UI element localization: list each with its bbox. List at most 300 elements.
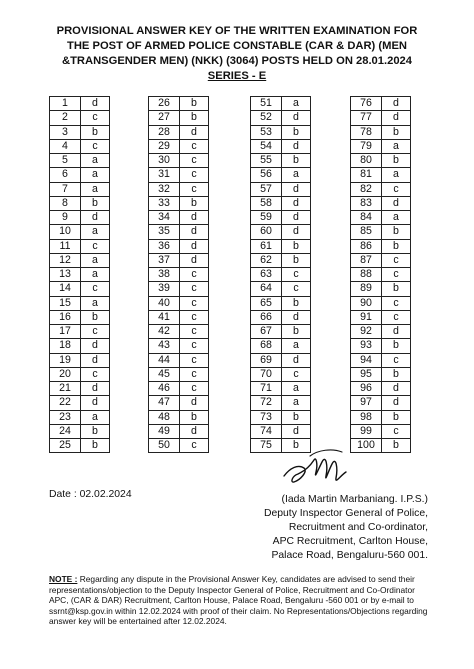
question-number: 9 <box>50 211 81 225</box>
answer-row <box>251 111 311 125</box>
question-number: 10 <box>50 225 81 239</box>
answer-row <box>50 282 110 296</box>
title-line-2: THE POST OF ARMED POLICE CONSTABLE (CAR & DAR) (MEN <box>67 40 407 52</box>
signatory-address-1: APC Recruitment, Carlton House, <box>272 536 428 547</box>
question-number: 58 <box>251 196 282 210</box>
question-number: 91 <box>351 310 382 324</box>
answer-row <box>50 125 110 139</box>
question-number: 65 <box>251 296 282 310</box>
answer-row <box>351 310 411 324</box>
question-number: 87 <box>351 253 382 267</box>
question-number: 59 <box>251 211 282 225</box>
answer-row <box>149 211 209 225</box>
title-line-3: &TRANSGENDER MEN) (NKK) (3064) POSTS HELD ON 28.01.2024 <box>62 55 412 67</box>
question-number: 1 <box>50 97 81 111</box>
question-number: 67 <box>251 325 282 339</box>
answer-option: b <box>282 154 311 168</box>
answer-option: b <box>282 325 311 339</box>
answer-option: c <box>180 182 209 196</box>
question-number: 14 <box>50 282 81 296</box>
question-number: 19 <box>50 353 81 367</box>
question-number: 28 <box>149 125 180 139</box>
answer-row <box>149 396 209 410</box>
answer-row <box>149 296 209 310</box>
answer-option: d <box>81 382 110 396</box>
answer-option: c <box>180 296 209 310</box>
answer-row <box>50 168 110 182</box>
answer-option: a <box>81 154 110 168</box>
answer-option: d <box>180 396 209 410</box>
answer-option: d <box>282 182 311 196</box>
answer-option: c <box>282 282 311 296</box>
signatory-role: Recruitment and Co-ordinator, <box>288 522 428 533</box>
answer-option: c <box>382 424 411 438</box>
answer-row <box>351 139 411 153</box>
question-number: 6 <box>50 168 81 182</box>
answer-row <box>351 325 411 339</box>
question-number: 61 <box>251 239 282 253</box>
answer-row <box>149 439 209 453</box>
question-number: 7 <box>50 182 81 196</box>
answer-option: b <box>282 410 311 424</box>
answer-option: b <box>81 196 110 210</box>
answer-row <box>351 382 411 396</box>
question-number: 25 <box>50 439 81 453</box>
question-number: 60 <box>251 225 282 239</box>
document-title <box>30 24 444 84</box>
question-number: 29 <box>149 139 180 153</box>
answer-row <box>149 424 209 438</box>
answer-option: a <box>382 211 411 225</box>
answer-option: b <box>81 424 110 438</box>
answer-row <box>351 196 411 210</box>
question-number: 78 <box>351 125 382 139</box>
answer-option: b <box>382 339 411 353</box>
answer-option: d <box>180 424 209 438</box>
answer-row <box>251 339 311 353</box>
answer-row <box>351 239 411 253</box>
answer-option: c <box>382 182 411 196</box>
answer-option: b <box>382 367 411 381</box>
question-number: 84 <box>351 211 382 225</box>
question-number: 68 <box>251 339 282 353</box>
answer-row <box>149 253 209 267</box>
title-line-1: PROVISIONAL ANSWER KEY OF THE WRITTEN EXAMINATION FOR <box>56 25 418 37</box>
answer-option: d <box>382 196 411 210</box>
answer-option: b <box>81 125 110 139</box>
question-number: 88 <box>351 268 382 282</box>
question-number: 83 <box>351 196 382 210</box>
answer-option: c <box>81 139 110 153</box>
question-number: 79 <box>351 139 382 153</box>
question-number: 42 <box>149 325 180 339</box>
answer-row <box>149 268 209 282</box>
answer-option: c <box>180 268 209 282</box>
answer-option: b <box>282 125 311 139</box>
answer-row <box>50 382 110 396</box>
answer-row <box>251 154 311 168</box>
question-number: 48 <box>149 410 180 424</box>
answer-option: a <box>81 410 110 424</box>
answer-row <box>351 111 411 125</box>
answer-row <box>251 225 311 239</box>
answer-row <box>149 310 209 324</box>
question-number: 55 <box>251 154 282 168</box>
answer-row <box>351 125 411 139</box>
answer-row <box>50 296 110 310</box>
answer-option: c <box>180 154 209 168</box>
answer-row <box>351 396 411 410</box>
answer-option: c <box>382 253 411 267</box>
question-number: 33 <box>149 196 180 210</box>
answer-option: c <box>180 310 209 324</box>
answer-option: d <box>180 239 209 253</box>
question-number: 13 <box>50 268 81 282</box>
answer-option: b <box>382 125 411 139</box>
answer-option: c <box>382 296 411 310</box>
answer-option: c <box>382 268 411 282</box>
answer-option: a <box>81 225 110 239</box>
question-number: 26 <box>149 97 180 111</box>
answer-row <box>149 410 209 424</box>
answer-row <box>149 225 209 239</box>
answer-option: c <box>382 310 411 324</box>
answer-option: c <box>81 325 110 339</box>
answer-option: c <box>180 339 209 353</box>
answer-option: c <box>282 367 311 381</box>
question-number: 36 <box>149 239 180 253</box>
question-number: 37 <box>149 253 180 267</box>
answer-option: c <box>180 382 209 396</box>
answer-option: c <box>180 139 209 153</box>
note-paragraph <box>49 574 429 627</box>
handwritten-signature <box>280 446 370 494</box>
answer-option: b <box>382 410 411 424</box>
answer-row <box>149 125 209 139</box>
answer-row <box>149 154 209 168</box>
question-number: 35 <box>149 225 180 239</box>
answer-row <box>251 211 311 225</box>
question-number: 69 <box>251 353 282 367</box>
question-number: 82 <box>351 182 382 196</box>
series-label: SERIES - E <box>207 70 267 82</box>
answer-row <box>149 282 209 296</box>
question-number: 64 <box>251 282 282 296</box>
document-date: Date : 02.02.2024 <box>49 489 132 500</box>
question-number: 100 <box>351 439 382 453</box>
answer-option: d <box>382 325 411 339</box>
answer-row <box>251 410 311 424</box>
question-number: 90 <box>351 296 382 310</box>
question-number: 92 <box>351 325 382 339</box>
answer-row <box>149 239 209 253</box>
question-number: 32 <box>149 182 180 196</box>
question-number: 11 <box>50 239 81 253</box>
question-number: 5 <box>50 154 81 168</box>
answer-table-column-4 <box>350 96 411 453</box>
answer-option: b <box>81 310 110 324</box>
question-number: 89 <box>351 282 382 296</box>
answer-row <box>251 239 311 253</box>
answer-row <box>50 211 110 225</box>
answer-option: a <box>81 253 110 267</box>
answer-row <box>251 282 311 296</box>
answer-row <box>50 139 110 153</box>
answer-row <box>50 268 110 282</box>
question-number: 44 <box>149 353 180 367</box>
answer-row <box>251 353 311 367</box>
signatory-name: (Iada Martin Marbaniang. I.P.S.) <box>281 494 428 505</box>
answer-row <box>50 353 110 367</box>
question-number: 22 <box>50 396 81 410</box>
answer-row <box>50 367 110 381</box>
answer-option: c <box>180 353 209 367</box>
question-number: 52 <box>251 111 282 125</box>
question-number: 72 <box>251 396 282 410</box>
answer-option: c <box>81 111 110 125</box>
answer-option: d <box>81 339 110 353</box>
answer-row <box>351 168 411 182</box>
answer-option: d <box>282 196 311 210</box>
answer-row <box>351 339 411 353</box>
question-number: 98 <box>351 410 382 424</box>
answer-option: d <box>382 111 411 125</box>
answer-option: c <box>81 367 110 381</box>
answer-row <box>50 410 110 424</box>
answer-row <box>149 353 209 367</box>
answer-option: d <box>180 211 209 225</box>
question-number: 63 <box>251 268 282 282</box>
answer-option: d <box>282 353 311 367</box>
question-number: 47 <box>149 396 180 410</box>
question-number: 34 <box>149 211 180 225</box>
answer-option: b <box>180 196 209 210</box>
answer-row <box>50 196 110 210</box>
answer-row <box>351 353 411 367</box>
answer-table-column-2 <box>148 96 209 453</box>
answer-option: d <box>180 225 209 239</box>
answer-option: d <box>81 211 110 225</box>
answer-row <box>149 111 209 125</box>
answer-row <box>50 239 110 253</box>
note-label: NOTE : <box>49 574 78 584</box>
answer-option: a <box>282 396 311 410</box>
answer-option: c <box>382 353 411 367</box>
answer-option: d <box>282 139 311 153</box>
question-number: 39 <box>149 282 180 296</box>
answer-row <box>149 139 209 153</box>
answer-row <box>251 296 311 310</box>
answer-row <box>251 396 311 410</box>
answer-row <box>251 268 311 282</box>
answer-row <box>351 154 411 168</box>
answer-option: b <box>81 439 110 453</box>
answer-row <box>351 211 411 225</box>
question-number: 74 <box>251 424 282 438</box>
question-number: 95 <box>351 367 382 381</box>
answer-option: a <box>382 168 411 182</box>
answer-option: d <box>282 211 311 225</box>
question-number: 80 <box>351 154 382 168</box>
answer-option: d <box>81 396 110 410</box>
answer-option: a <box>81 296 110 310</box>
answer-row <box>351 410 411 424</box>
answer-option: c <box>81 239 110 253</box>
question-number: 86 <box>351 239 382 253</box>
answer-option: b <box>282 253 311 267</box>
answer-row <box>351 182 411 196</box>
answer-row <box>149 168 209 182</box>
question-number: 62 <box>251 253 282 267</box>
question-number: 20 <box>50 367 81 381</box>
answer-option: a <box>282 339 311 353</box>
signatory-designation: Deputy Inspector General of Police, <box>263 508 428 519</box>
answer-row <box>251 382 311 396</box>
answer-row <box>251 424 311 438</box>
question-number: 23 <box>50 410 81 424</box>
answer-option: d <box>382 97 411 111</box>
question-number: 66 <box>251 310 282 324</box>
answer-option: c <box>180 439 209 453</box>
answer-row <box>50 154 110 168</box>
answer-option: a <box>81 168 110 182</box>
question-number: 2 <box>50 111 81 125</box>
question-number: 12 <box>50 253 81 267</box>
question-number: 43 <box>149 339 180 353</box>
answer-option: c <box>282 268 311 282</box>
answer-row <box>50 439 110 453</box>
question-number: 94 <box>351 353 382 367</box>
question-number: 49 <box>149 424 180 438</box>
question-number: 24 <box>50 424 81 438</box>
answer-row <box>251 367 311 381</box>
answer-option: d <box>81 353 110 367</box>
question-number: 27 <box>149 111 180 125</box>
answer-option: b <box>382 439 411 453</box>
question-number: 46 <box>149 382 180 396</box>
signatory-block <box>200 493 428 563</box>
answer-row <box>50 182 110 196</box>
answer-row <box>50 424 110 438</box>
answer-row <box>50 396 110 410</box>
answer-option: c <box>81 282 110 296</box>
answer-row <box>149 325 209 339</box>
answer-row <box>149 382 209 396</box>
answer-row <box>50 111 110 125</box>
question-number: 31 <box>149 168 180 182</box>
answer-option: a <box>382 139 411 153</box>
answer-row <box>50 310 110 324</box>
answer-option: d <box>282 111 311 125</box>
answer-row <box>251 182 311 196</box>
answer-option: c <box>180 367 209 381</box>
answer-row <box>251 168 311 182</box>
question-number: 50 <box>149 439 180 453</box>
question-number: 21 <box>50 382 81 396</box>
answer-option: b <box>180 111 209 125</box>
answer-option: a <box>81 268 110 282</box>
answer-option: b <box>382 225 411 239</box>
answer-row <box>50 339 110 353</box>
question-number: 76 <box>351 97 382 111</box>
answer-row <box>351 225 411 239</box>
question-number: 51 <box>251 97 282 111</box>
answer-row <box>351 268 411 282</box>
answer-option: b <box>282 239 311 253</box>
question-number: 41 <box>149 310 180 324</box>
question-number: 16 <box>50 310 81 324</box>
question-number: 85 <box>351 225 382 239</box>
question-number: 96 <box>351 382 382 396</box>
answer-option: b <box>282 439 311 453</box>
answer-row <box>50 225 110 239</box>
answer-row <box>50 97 110 111</box>
answer-row <box>351 282 411 296</box>
question-number: 56 <box>251 168 282 182</box>
answer-option: b <box>282 296 311 310</box>
question-number: 99 <box>351 424 382 438</box>
answer-row <box>351 253 411 267</box>
question-number: 75 <box>251 439 282 453</box>
answer-row <box>251 253 311 267</box>
answer-row <box>251 196 311 210</box>
answer-row <box>251 139 311 153</box>
question-number: 71 <box>251 382 282 396</box>
answer-option: b <box>382 154 411 168</box>
question-number: 53 <box>251 125 282 139</box>
question-number: 57 <box>251 182 282 196</box>
question-number: 45 <box>149 367 180 381</box>
answer-option: d <box>180 253 209 267</box>
answer-row <box>50 253 110 267</box>
answer-row <box>251 310 311 324</box>
question-number: 77 <box>351 111 382 125</box>
answer-row <box>251 125 311 139</box>
answer-option: b <box>382 239 411 253</box>
answer-row <box>351 296 411 310</box>
answer-option: d <box>282 310 311 324</box>
answer-option: d <box>282 225 311 239</box>
question-number: 93 <box>351 339 382 353</box>
answer-option: c <box>180 325 209 339</box>
answer-row <box>149 196 209 210</box>
answer-option: a <box>282 168 311 182</box>
answer-row <box>351 424 411 438</box>
answer-row <box>149 97 209 111</box>
answer-row <box>149 182 209 196</box>
question-number: 73 <box>251 410 282 424</box>
question-number: 70 <box>251 367 282 381</box>
answer-option: b <box>382 282 411 296</box>
answer-option: a <box>282 97 311 111</box>
question-number: 18 <box>50 339 81 353</box>
answer-row <box>251 97 311 111</box>
answer-row <box>351 97 411 111</box>
question-number: 4 <box>50 139 81 153</box>
question-number: 97 <box>351 396 382 410</box>
answer-row <box>149 367 209 381</box>
question-number: 38 <box>149 268 180 282</box>
question-number: 54 <box>251 139 282 153</box>
answer-row <box>351 367 411 381</box>
answer-row <box>149 339 209 353</box>
signatory-address-2: Palace Road, Bengaluru-560 001. <box>271 550 428 561</box>
question-number: 40 <box>149 296 180 310</box>
question-number: 30 <box>149 154 180 168</box>
answer-option: a <box>282 382 311 396</box>
answer-option: d <box>382 396 411 410</box>
answer-option: d <box>382 382 411 396</box>
